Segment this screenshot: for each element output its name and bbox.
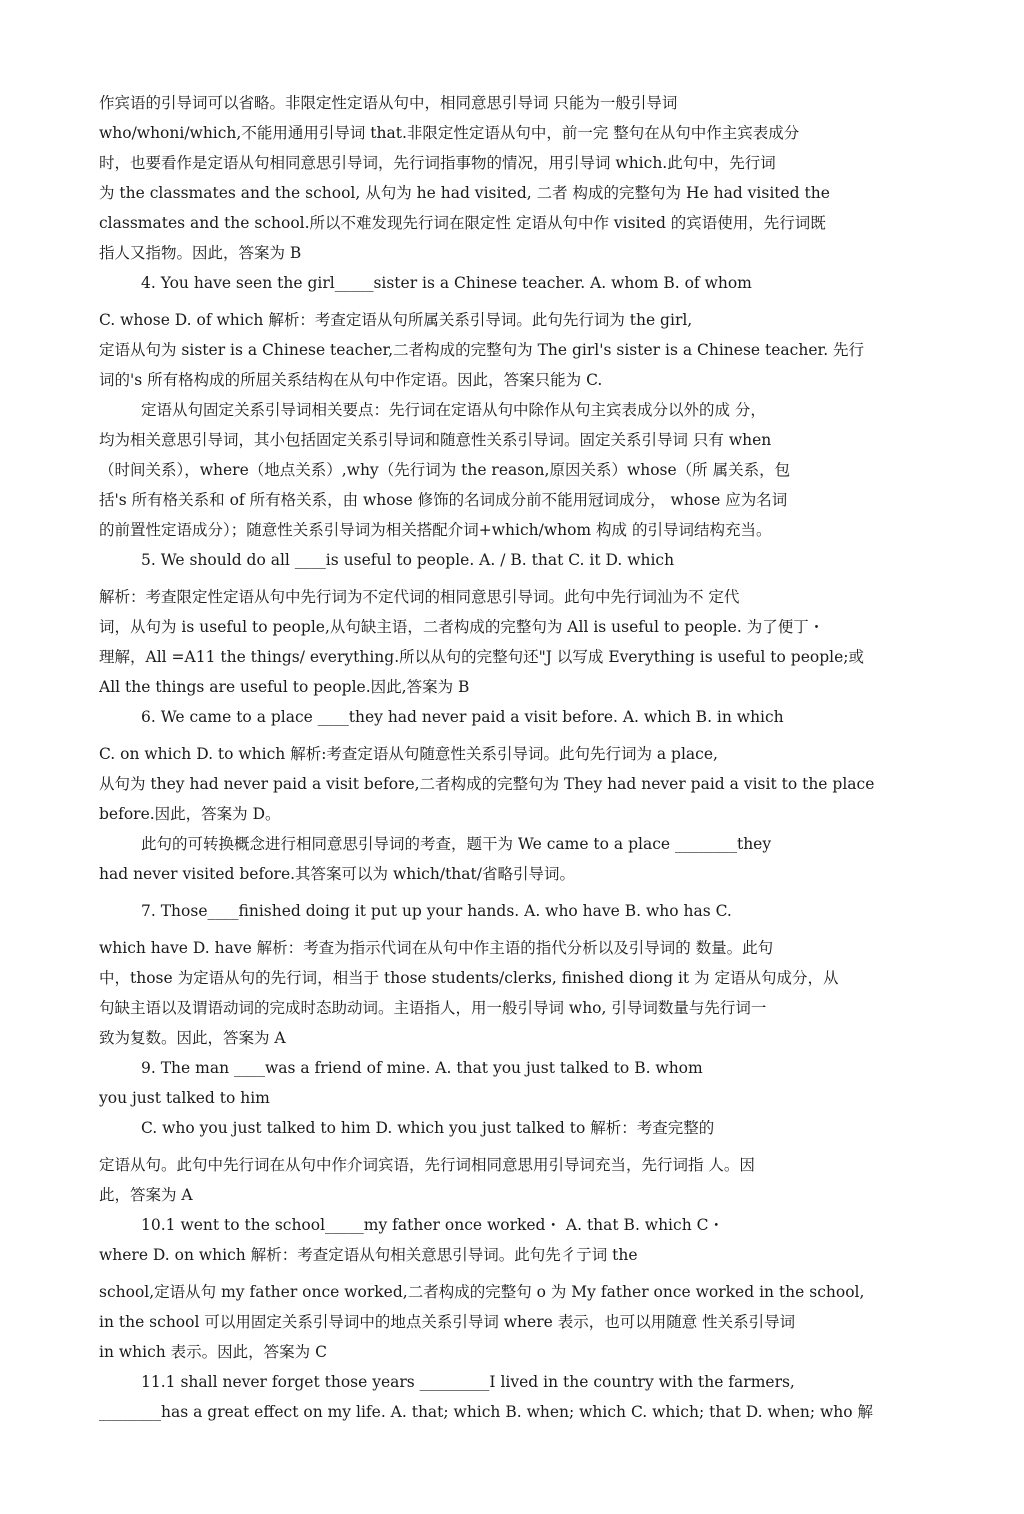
- text-line: 10.1 went to the school_____my father once worked・ A. that B. which C・: [141, 1216, 724, 1234]
- text-line: 解析：考查限定性定语从句中先行词为不定代词的相同意思引导词。此句中先行词汕为不 定代: [99, 588, 740, 606]
- text-line: C. whose D. of which 解析：考查定语从句所属关系引导词。此句先行词为 the girl,: [99, 311, 693, 329]
- text-line: 指人又指物。因此，答案为 B: [99, 244, 302, 262]
- text-line: 此句的可转换概念进行相同意思引导词的考查，题干为 We came to a place ________they: [141, 835, 772, 853]
- text-line: 作宾语的引导词可以省略。非限定性定语从句中，相同意思引导词 只能为一般引导词: [99, 94, 678, 112]
- text-line: 从句为 they had never paid a visit before,二者构成的完整句为 They had never paid a visit to the place: [99, 775, 875, 793]
- text-line: 词，从句为 is useful to people,从句缺主语，二者构成的完整句为 All is useful to people. 为了便丁・: [99, 618, 825, 636]
- text-line: 括's 所有格关系和 of 所有格关系，由 whose 修饰的名词成分前不能用冠词成分， whose 应为名词: [99, 491, 788, 509]
- text-line: in the school 可以用固定关系引导词中的地点关系引导词 where 表示，也可以用随意 性关系引导词: [99, 1313, 796, 1331]
- text-line: before.因此，答案为 D。: [99, 805, 281, 823]
- text-line: 9. The man ____was a friend of mine. A. that you just talked to B. whom: [141, 1059, 703, 1077]
- text-line: 5. We should do all ____is useful to people. A. / B. that C. it D. which: [141, 551, 675, 569]
- text-line: had never visited before.其答案可以为 which/that/省略引导词。: [99, 865, 575, 883]
- text-line: 此，答案为 A: [99, 1186, 193, 1204]
- text-line: school,定语从句 my father once worked,二者构成的完整句 o 为 My father once worked in the school,: [99, 1283, 865, 1301]
- text-line: 均为相关意思引导词，其小包括固定关系引导词和随意性关系引导词。固定关系引导词 只有 when: [99, 431, 772, 449]
- text-line: 7. Those____finished doing it put up your hands. A. who have B. who has C.: [141, 902, 732, 920]
- text-line: ________has a great effect on my life. A. that; which B. when; which C. which; that D. when; who 解: [99, 1403, 874, 1421]
- text-line: which have D. have 解析：考查为指示代词在从句中作主语的指代分析以及引导词的 数量。此句: [99, 939, 774, 957]
- text-line: C. on which D. to which 解析:考查定语从句随意性关系引导词。此句先行词为 a place,: [99, 745, 718, 763]
- text-line: 为 the classmates and the school, 从句为 he had visited, 二者 构成的完整句为 He had visited the: [99, 184, 830, 202]
- text-line: in which 表示。因此，答案为 C: [99, 1343, 327, 1361]
- text-line: C. who you just talked to him D. which you just talked to 解析：考查完整的: [141, 1119, 715, 1137]
- document-body: [99, 88, 929, 1427]
- text-line: 11.1 shall never forget those years _________I lived in the country with the farmers,: [141, 1373, 795, 1391]
- text-line: 4. You have seen the girl_____sister is a Chinese teacher. A. whom B. of whom: [141, 274, 752, 292]
- text-line: 6. We came to a place ____they had never paid a visit before. A. which B. in which: [141, 708, 784, 726]
- text-line: classmates and the school.所以不难发现先行词在限定性 定语从句中作 visited 的宾语使用，先行词既: [99, 214, 826, 232]
- text-line: 定语从句为 sister is a Chinese teacher,二者构成的完整句为 The girl's sister is a Chinese teacher. 先行: [99, 341, 865, 359]
- text-line: 词的's 所有格构成的所屈关系结构在从句中作定语。因此，答案只能为 C.: [99, 371, 603, 389]
- text-line: 定语从句固定关系引导词相关要点：先行词在定语从句中除作从句主宾表成分以外的成 分，: [141, 401, 766, 419]
- text-line: 时，也要看作是定语从句相同意思引导词，先行词指事物的情况，用引导词 which.此句中，先行词: [99, 154, 776, 172]
- text-line: you just talked to him: [99, 1089, 270, 1107]
- text-line: 理解，All =A11 the things/ everything.所以从句的完整句还"J 以写成 Everything is useful to people;或: [99, 648, 864, 666]
- text-line: All the things are useful to people.因此,答案为 B: [99, 678, 470, 696]
- text-line: 句缺主语以及谓语动词的完成时态助动词。主语指人，用一般引导词 who, 引导词数量与先行词一: [99, 999, 767, 1017]
- text-line: 中，those 为定语从句的先行词，相当于 those students/clerks, finished diong it 为 定语从句成分，从: [99, 969, 839, 987]
- text-line: 的前置性定语成分）；随意性关系引导词为相关搭配介词+which/whom 构成 的引导词结构充当。: [99, 521, 772, 539]
- text-line: 致为复数。因此，答案为 A: [99, 1029, 286, 1047]
- text-line: （时间关系），where（地点关系）,why（先行词为 the reason,原因关系）whose（所 属关系，包: [99, 461, 791, 479]
- text-line: where D. on which 解析：考查定语从句相关意思引导词。此句先彳亍词 the: [99, 1246, 638, 1264]
- text-line: 定语从句。此句中先行词在从句中作介词宾语，先行词相同意思用引导词充当，先行词指 人。因: [99, 1156, 755, 1174]
- text-line: who/whoni/which,不能用通用引导词 that.非限定性定语从句中，前一完 整句在从句中作主宾表成分: [99, 124, 800, 142]
